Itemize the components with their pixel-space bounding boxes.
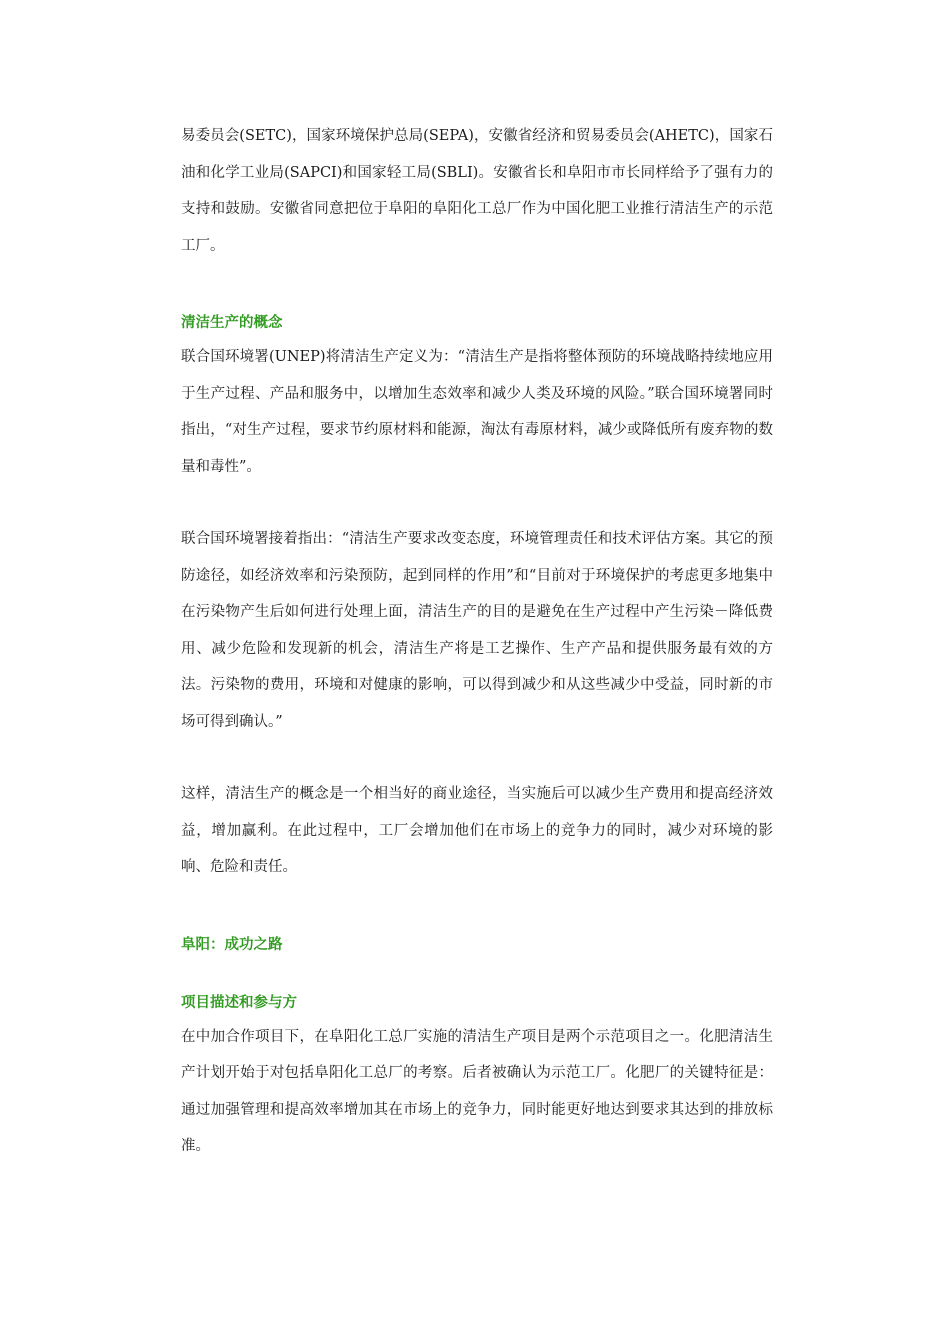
document-page: [181, 118, 773, 1165]
spacer: [181, 264, 773, 310]
concept-paragraph-1: 联合国环境署(UNEP)将清洁生产定义为：“清洁生产是指将整体预防的环境战略持续地应用于生产过程、产品和服务中，以增加生态效率和减少人类及环境的风险。”联合国环境署同时指出，“对生产过程，要求节约原材料和能源，淘汰有毒原材料，减少或降低所有废弃物的数量和毒性”。: [181, 349, 773, 475]
project-paragraph: 在中加合作项目下，在阜阳化工总厂实施的清洁生产项目是两个示范项目之一。化肥清洁生产计划开始于对包括阜阳化工总厂的考察。后者被确认为示范工厂。化肥厂的关键特征是：通过加强管理和提高效率增加其在市场上的竞争力，同时能更好地达到要求其达到的排放标准。: [181, 1028, 773, 1154]
heading-project-description: 项目描述和参与方: [181, 994, 297, 1011]
heading-clean-production-concept: 清洁生产的概念: [181, 315, 283, 331]
spacer: [181, 886, 773, 932]
heading-fuyang-success: 阜阳：成功之路: [181, 936, 283, 953]
concept-paragraph-3: 这样，清洁生产的概念是一个相当好的商业途径，当实施后可以减少生产费用和提高经济效益，增加赢利。在此过程中，工厂会增加他们在市场上的竞争力的同时，减少对环境的影响、危险和责任。: [181, 786, 773, 875]
intro-paragraph: 易委员会(SETC)，国家环境保护总局(SEPA)，安徽省经济和贸易委员会(AHETC)，国家石油和化学工业局(SAPCI)和国家轻工局(SBLI)。安徽省长和阜阳市市长同样给予了强有力的支持和鼓励。安徽省同意把位于阜阳的阜阳化工总厂作为中国化肥工业推行清洁生产的示范工厂。: [181, 128, 773, 254]
concept-paragraph-2: 联合国环境署接着指出：“清洁生产要求改变态度，环境管理责任和技术评估方案。其它的预防途径，如经济效率和污染预防，起到同样的作用”和“目前对于环境保护的考虑更多地集中在污染物产生后如何进行处理上面，清洁生产的目的是避免在生产过程中产生污染－降低费用、减少危险和发现新的机会，清洁生产将是工艺操作、生产产品和提供服务最有效的方法。污染物的费用，环境和对健康的影响，可以得到减少和从这些减少中受益，同时新的市场可得到确认。”: [181, 531, 773, 730]
spacer: [181, 740, 773, 776]
spacer: [181, 958, 773, 990]
spacer: [181, 485, 773, 521]
